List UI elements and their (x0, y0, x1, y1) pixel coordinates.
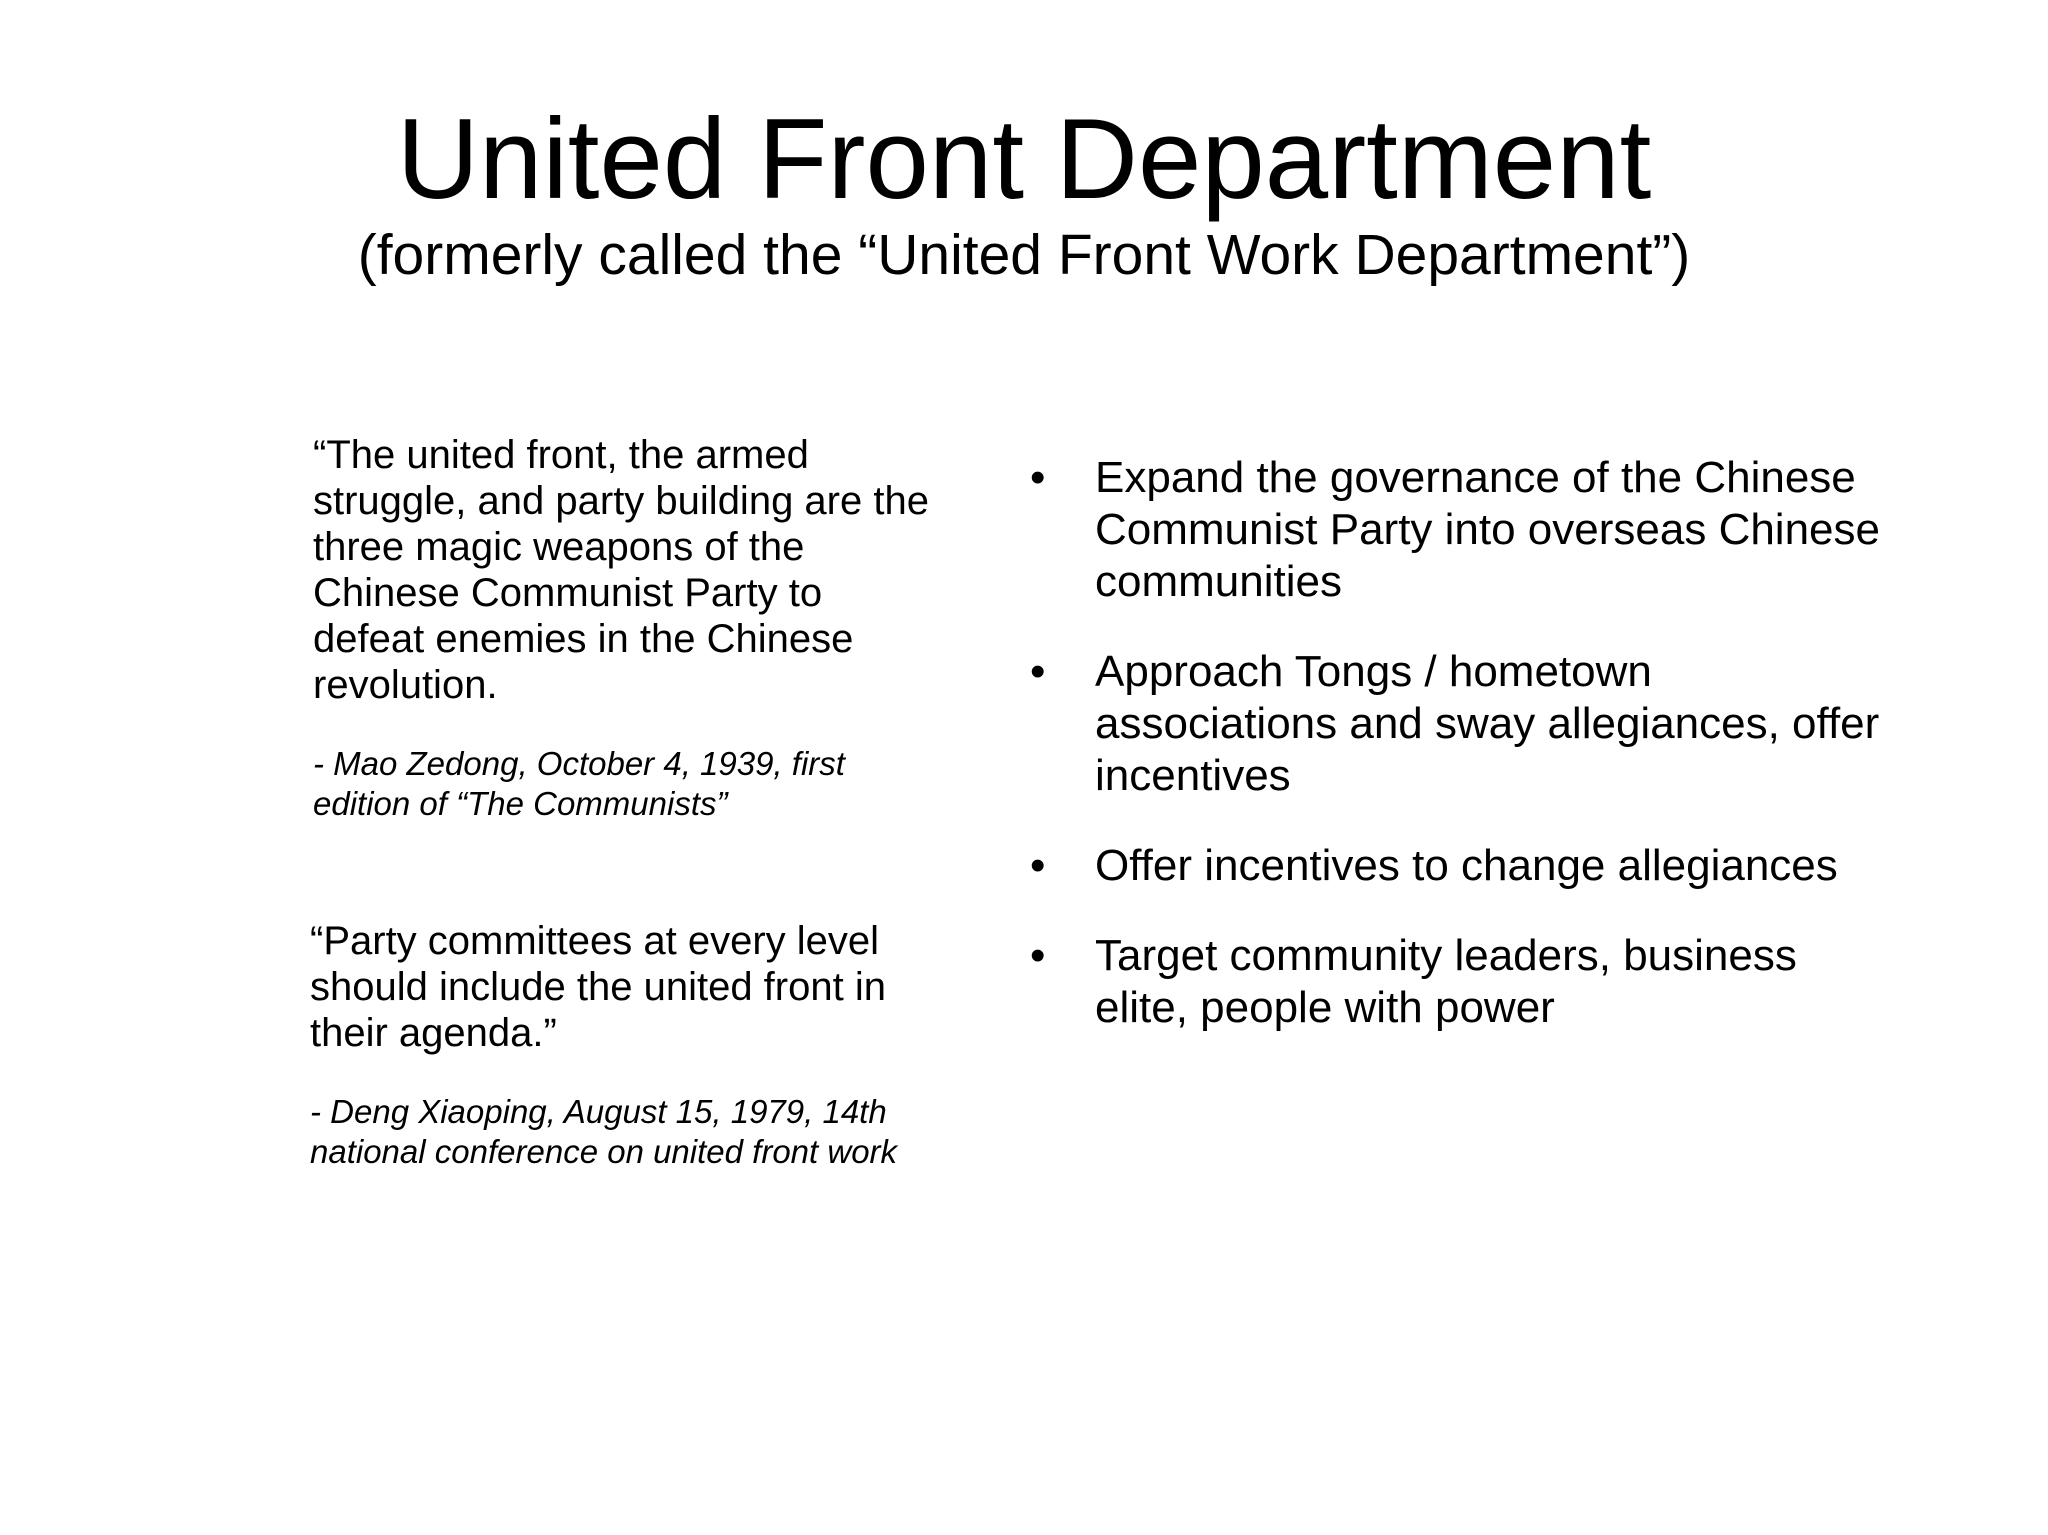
bullet-marker: • (1030, 841, 1046, 890)
slide-subtitle: (formerly called the “United Front Work Department”) (357, 223, 1691, 287)
slide-title: United Front Department (396, 96, 1652, 223)
quote-mao-zedong (313, 432, 933, 824)
quote-deng-xiaoping (310, 918, 910, 1172)
quote-text: “Party committees at every level should include the united front in their agenda.” (310, 919, 886, 1055)
quote-text: “The united front, the armed struggle, and party building are the three magic weapons of the Chinese Communist Party to defeat enemies in the Chinese revolution. (313, 433, 929, 707)
quote-attribution: - Mao Zedong, October 4, 1939, first edition of “The Communists” (313, 745, 845, 822)
bullet-text: Approach Tongs / hometown associations and sway allegiances, offer incentives (1095, 647, 1880, 800)
bullet-marker: • (1030, 453, 1046, 502)
bullet-item (1030, 930, 1900, 1034)
quote-attribution: - Deng Xiaoping, August 15, 1979, 14th national conference on united front work (310, 1093, 898, 1170)
bullet-item (1030, 646, 1900, 802)
bullet-list (1030, 452, 1900, 1072)
bullet-text: Expand the governance of the Chinese Communist Party into overseas Chinese communities (1095, 453, 1880, 606)
bullet-item (1030, 452, 1900, 608)
bullet-item (1030, 840, 1900, 892)
bullet-marker: • (1030, 931, 1046, 980)
bullet-marker: • (1030, 647, 1046, 696)
bullet-text: Offer incentives to change allegiances (1095, 841, 1838, 890)
bullet-text: Target community leaders, business elite, people with power (1095, 931, 1797, 1032)
